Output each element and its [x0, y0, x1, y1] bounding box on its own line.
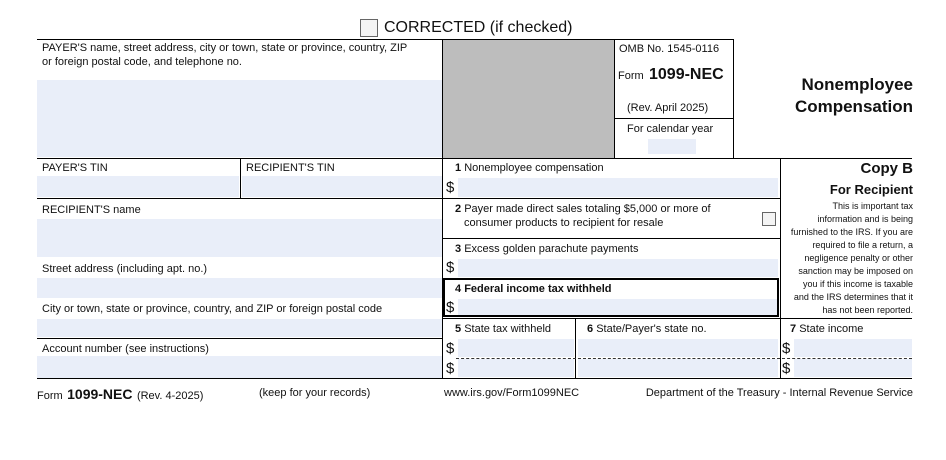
box6-label: [587, 323, 707, 336]
box5-field-2[interactable]: [458, 359, 574, 377]
street-address-label: Street address (including apt. no.): [42, 263, 208, 275]
rule-198: [37, 198, 780, 199]
box5-dollar-2: $: [446, 360, 455, 377]
form-title-line1: Nonemployee: [801, 75, 913, 94]
city-label: City or town, state or province, country, and ZIP or foreign postal code: [42, 303, 383, 315]
rule-238: [443, 238, 780, 239]
box3-text: Excess golden parachute payments: [464, 243, 639, 255]
box7-number: 7: [790, 323, 797, 335]
rule-rev: [614, 118, 733, 119]
rule-318: [443, 318, 912, 319]
copy-notice-line: This is important tax: [832, 201, 913, 211]
box2-label: [455, 203, 711, 216]
box6-text: State/Payer's state no.: [596, 323, 707, 335]
payer-tin-label: PAYER'S TIN: [42, 162, 108, 174]
vrule-575: [575, 318, 576, 378]
account-number-field[interactable]: [37, 356, 442, 378]
recipient-tin-label: RECIPIENT'S TIN: [246, 162, 335, 174]
rule-338: [37, 338, 443, 339]
vrule-240: [240, 158, 241, 198]
payer-name-label-2: or foreign postal code, and telephone no.: [42, 56, 242, 68]
box1-label: [455, 162, 604, 175]
box7-dash: [782, 358, 912, 359]
copy-notice: [773, 200, 913, 317]
box7-text: State income: [799, 323, 864, 335]
recipient-name-label: RECIPIENT'S name: [42, 204, 141, 216]
box7-label: [790, 323, 863, 336]
box6-field-1[interactable]: [578, 339, 778, 357]
header-form-number: 1099-NEC: [649, 66, 724, 83]
box4-number: 4: [455, 283, 462, 295]
box6-field-2[interactable]: [578, 359, 778, 377]
copy-notice-line: negligence penalty or other: [804, 253, 913, 263]
box7-dollar-1: $: [782, 340, 791, 357]
box7-dollar-2: $: [782, 360, 791, 377]
top-border: [37, 39, 733, 40]
box5-field-1[interactable]: [458, 339, 574, 357]
header-form-word: Form: [618, 70, 644, 82]
city-field[interactable]: [37, 319, 442, 337]
bottom-border: [37, 378, 912, 379]
payer-tin-field[interactable]: [37, 176, 239, 197]
copy-notice-line: information and is being: [817, 214, 913, 224]
vrule-614: [614, 39, 615, 158]
vrule-442: [442, 39, 443, 378]
payer-name-field[interactable]: [37, 80, 442, 157]
box1-field[interactable]: [458, 178, 778, 197]
box4-label: [455, 283, 612, 296]
copy-notice-line: has not been reported.: [822, 305, 913, 315]
street-address-field[interactable]: [37, 278, 442, 298]
box3-field[interactable]: [458, 259, 778, 277]
gray-blank-box: [443, 40, 614, 158]
copy-notice-line: and the IRS determines that it: [793, 292, 913, 302]
copy-title: Copy B: [860, 160, 913, 177]
form-title-line2: Compensation: [794, 97, 913, 116]
box2-label-2: consumer products to recipient for resale: [464, 217, 664, 229]
footer-form-id: [37, 386, 203, 404]
vrule-733: [733, 39, 734, 158]
header-rev: (Rev. April 2025): [627, 102, 709, 114]
box2-number: 2: [455, 203, 462, 215]
footer-form-word: Form: [37, 390, 63, 402]
box5-label: [455, 323, 551, 336]
copy-notice-line: sanction may be imposed on: [798, 266, 913, 276]
box5-number: 5: [455, 323, 462, 335]
box5-dollar-1: $: [446, 340, 455, 357]
corrected-checkbox[interactable]: [360, 19, 378, 37]
box3-number: 3: [455, 243, 462, 255]
box4-text: Federal income tax withheld: [464, 283, 612, 295]
box7-field-1[interactable]: [794, 339, 912, 357]
omb-number: OMB No. 1545-0116: [619, 43, 720, 55]
recipient-tin-field[interactable]: [242, 176, 442, 197]
box1-number: 1: [455, 162, 462, 174]
vrule-780b: [780, 318, 781, 378]
copy-notice-line: required to file a return, a: [812, 240, 913, 250]
box3-dollar: $: [446, 259, 455, 276]
box1-text: Nonemployee compensation: [464, 162, 604, 174]
box6-number: 6: [587, 323, 594, 335]
box4-dollar: $: [446, 299, 455, 316]
box6-dash: [578, 358, 780, 359]
recipient-name-field[interactable]: [37, 219, 442, 257]
calendar-year-label: For calendar year: [627, 123, 714, 135]
box1-dollar: $: [446, 179, 455, 196]
corrected-label: CORRECTED (if checked): [384, 19, 573, 36]
footer-rev: (Rev. 4-2025): [136, 390, 204, 402]
footer-keep: (keep for your records): [259, 387, 371, 399]
calendar-year-field[interactable]: [648, 139, 696, 154]
box2-checkbox[interactable]: [762, 212, 776, 226]
payer-name-label: PAYER'S name, street address, city or town, state or province, country, ZIP: [42, 42, 408, 54]
footer-form-number: 1099-NEC: [67, 386, 133, 402]
copy-notice-line: furnished to the IRS. If you are: [790, 227, 913, 237]
box7-field-2[interactable]: [794, 359, 912, 377]
copy-notice-line: you if this income is taxable: [802, 279, 913, 289]
box2-text-1: Payer made direct sales totaling $5,000 or more of: [464, 203, 711, 215]
footer-dept: Department of the Treasury - Internal Revenue Service: [645, 387, 913, 399]
box5-text: State tax withheld: [464, 323, 552, 335]
copy-subtitle: For Recipient: [829, 182, 913, 197]
box3-label: [455, 243, 638, 256]
footer-url[interactable]: www.irs.gov/Form1099NEC: [444, 387, 580, 399]
form-title: [795, 74, 913, 118]
account-number-label: Account number (see instructions): [42, 343, 209, 355]
box5-dash: [456, 358, 576, 359]
